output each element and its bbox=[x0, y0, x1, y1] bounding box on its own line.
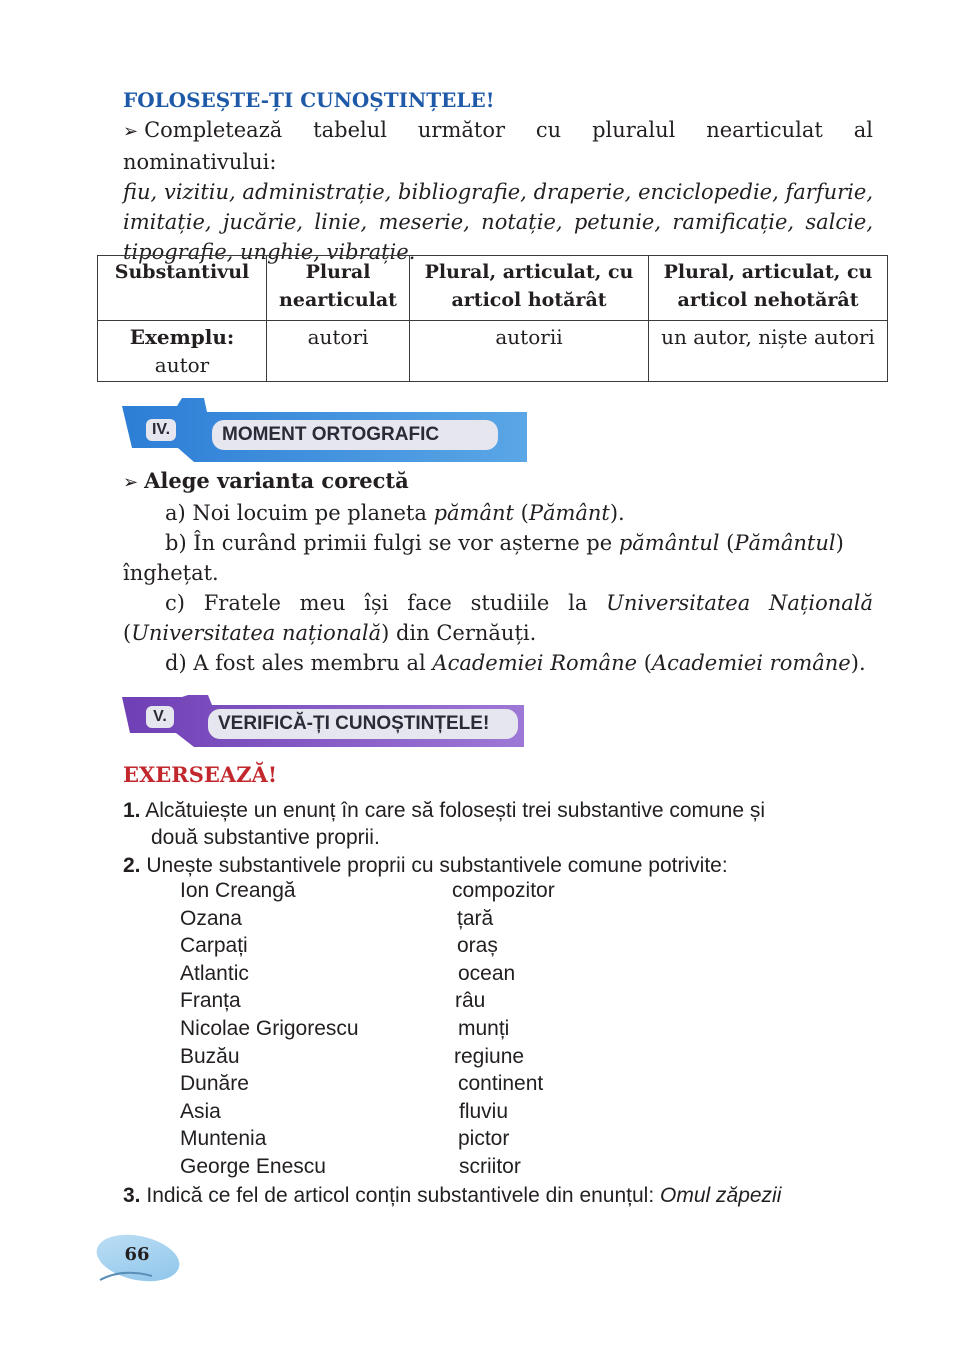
option-italic: Academiei române bbox=[651, 651, 851, 675]
proper-noun-item: Muntenia bbox=[180, 1127, 267, 1151]
arrow-bullet-icon: ➢ bbox=[123, 472, 139, 493]
item-text: ) bbox=[835, 531, 844, 555]
exercise-2-text: Unește substantivele proprii cu substantivele comune potrivite: bbox=[146, 854, 728, 877]
table-header-row bbox=[98, 256, 888, 321]
proper-noun-item: Franța bbox=[180, 989, 241, 1013]
option-italic: Academiei Române bbox=[432, 651, 638, 675]
instruction-line-1 bbox=[123, 115, 873, 177]
option-italic: pământul bbox=[618, 531, 720, 555]
item-text: înghețat. bbox=[123, 561, 219, 585]
proper-noun-item: Nicolae Grigorescu bbox=[180, 1017, 359, 1040]
common-noun-item: regiune bbox=[454, 1044, 525, 1068]
paren: ( bbox=[513, 501, 529, 525]
item-text: b) În curând primii fulgi se vor așterne pe bbox=[165, 531, 619, 555]
example-label: Exemplu: bbox=[129, 325, 235, 349]
proper-noun-item: Carpați bbox=[180, 934, 248, 958]
proper-noun-item: Buzău bbox=[180, 1044, 240, 1068]
section-banner-v bbox=[122, 695, 524, 747]
table-header-cell: Plural nearticulat bbox=[267, 256, 410, 321]
table-row bbox=[98, 321, 888, 382]
option-italic: Universitatea națională bbox=[131, 621, 382, 645]
banner-iv-label: MOMENT ORTOGRAFIC bbox=[212, 420, 498, 450]
item-a bbox=[123, 498, 873, 528]
task-text: Alege varianta corectă bbox=[144, 468, 409, 493]
page-number: 66 bbox=[124, 1244, 150, 1265]
option-italic: pământ bbox=[433, 501, 514, 525]
common-noun-item: munți bbox=[458, 1017, 510, 1040]
plural-table bbox=[97, 255, 888, 382]
proper-noun-item: Atlantic bbox=[180, 961, 249, 985]
item-text: d) A fost ales membru al bbox=[165, 651, 433, 675]
task-line bbox=[123, 466, 873, 498]
exercise-3-italic: Omul zăpezii bbox=[660, 1184, 782, 1207]
common-noun-item: oraș bbox=[457, 934, 498, 958]
common-noun-item: pictor bbox=[458, 1127, 510, 1151]
common-noun-item: râu bbox=[455, 989, 486, 1013]
item-c: c) Fratele meu își face studiile la Universitatea Națională (Universitatea națională) din Cernăuți. bbox=[123, 591, 874, 645]
item-text: ). bbox=[850, 651, 866, 675]
table-cell: un autor, niște autori bbox=[649, 321, 888, 382]
proper-noun-item: Ion Creangă bbox=[180, 879, 296, 902]
instruction-intro: Completează tabelul următor cu pluralul nearticulat al nominativului: bbox=[123, 118, 873, 174]
item-d: d) A fost ales membru al Academiei Române (Academiei române). bbox=[165, 651, 866, 675]
exercise-title: EXERSEAZĂ! bbox=[123, 762, 278, 787]
exercise-1-line-2: două substantive proprii. bbox=[151, 826, 380, 849]
item-text: c) Fratele meu își face studiile la bbox=[165, 591, 607, 615]
section-banner-iv bbox=[122, 398, 527, 462]
common-noun-item: scriitor bbox=[459, 1155, 521, 1178]
item-text: ) din Cernăuți. bbox=[381, 621, 537, 645]
exercise-3-text: Indică ce fel de articol conțin substantivele din enunțul: bbox=[146, 1184, 661, 1207]
table-header-cell: Substantivul bbox=[98, 256, 267, 321]
item-b: b) În curând primii fulgi se vor așterne pe pământul (Pământul) înghețat. bbox=[123, 531, 844, 585]
table-header-cell: Plural, articulat, cu articol nehotărât bbox=[649, 256, 888, 321]
exercise-3 bbox=[123, 1182, 883, 1209]
banner-v-number: V. bbox=[146, 706, 174, 728]
proper-noun-item: Ozana bbox=[180, 906, 242, 930]
table-cell: autori bbox=[267, 321, 410, 382]
exercise-number: 1. bbox=[123, 799, 141, 822]
exercise-1 bbox=[123, 797, 875, 851]
item-text: ). bbox=[609, 501, 625, 525]
table-cell: autorii bbox=[410, 321, 649, 382]
proper-noun-item: George Enescu bbox=[180, 1155, 326, 1178]
instruction-paragraph bbox=[123, 115, 873, 267]
arrow-bullet-icon: ➢ bbox=[123, 121, 139, 142]
exercise-number: 3. bbox=[123, 1184, 141, 1207]
banner-iv-number: IV. bbox=[146, 419, 176, 441]
option-italic: Pământul bbox=[734, 531, 836, 555]
exercise-1-line-1: Alcătuiește un enunț în care să folosești trei substantive comune și bbox=[145, 799, 766, 822]
page-number-badge bbox=[92, 1232, 182, 1282]
exercise-number: 2. bbox=[123, 854, 141, 877]
proper-noun-item: Asia bbox=[180, 1099, 221, 1123]
section-title-use-knowledge: FOLOSEȘTE-ȚI CUNOȘTINȚELE! bbox=[123, 88, 495, 112]
table-header-cell: Plural, articulat, cu articol hotărât bbox=[410, 256, 649, 321]
example-word: autor bbox=[154, 353, 210, 377]
option-italic: Pământ bbox=[528, 501, 610, 525]
exercise-2 bbox=[123, 852, 875, 879]
proper-noun-item: Dunăre bbox=[180, 1072, 249, 1096]
section-iv-content bbox=[123, 466, 873, 678]
common-noun-item: fluviu bbox=[459, 1099, 509, 1123]
common-noun-item: țară bbox=[457, 906, 494, 930]
common-noun-item: compozitor bbox=[452, 879, 555, 902]
option-italic: Universitatea Națională bbox=[606, 591, 874, 615]
instruction-words: fiu, vizitiu, administrație, bibliografie, draperie, enciclopedie, farfurie, imitație, jucărie, linie, meserie, notație, petunie, ramificație, salcie, tipografie, unghie, vibrație. bbox=[123, 180, 873, 264]
banner-v-label: VERIFICĂ-ȚI CUNOȘTINȚELE! bbox=[208, 709, 518, 739]
item-text: a) Noi locuim pe planeta bbox=[165, 501, 434, 525]
common-noun-item: ocean bbox=[458, 961, 516, 985]
common-noun-item: continent bbox=[458, 1072, 544, 1096]
table-cell-example bbox=[98, 321, 267, 382]
